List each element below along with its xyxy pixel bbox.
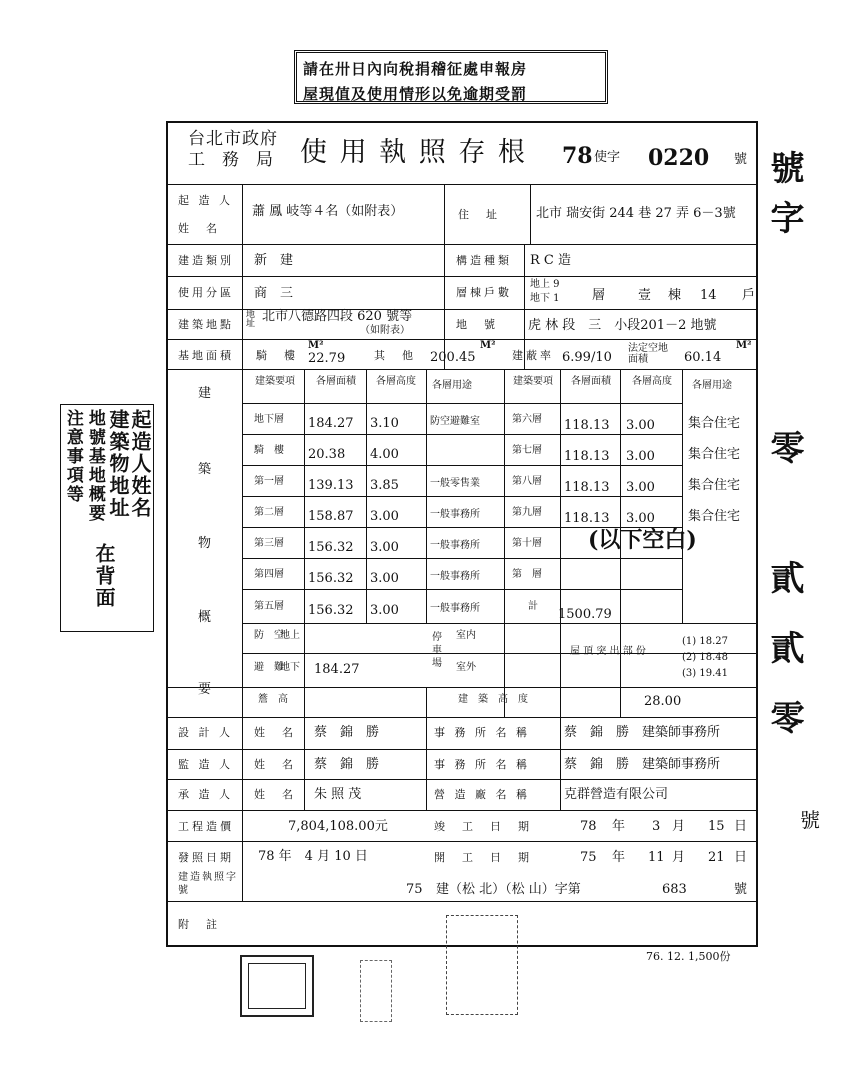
annex-value: 22.79 bbox=[308, 351, 346, 366]
building-height-value: 28.00 bbox=[644, 694, 682, 709]
floor-area: 156.32 bbox=[308, 571, 354, 586]
contractor-name-label: 姓 名 bbox=[254, 788, 296, 801]
row-divider bbox=[168, 184, 756, 185]
day-word: 日 bbox=[734, 819, 748, 834]
unit-count: 14 bbox=[700, 288, 717, 303]
year-word: 年 bbox=[612, 850, 626, 865]
summary-label-4: 概 bbox=[198, 610, 212, 625]
floor-name: 地下層 bbox=[254, 414, 284, 425]
floors-word: 層 bbox=[592, 288, 606, 303]
col-divider bbox=[560, 687, 561, 810]
rooftop-value-1: (1) 18.27 bbox=[682, 636, 728, 647]
supervisor-office-label: 事 務 所 名 稱 bbox=[434, 758, 530, 771]
coverage-label: 建蔽率 bbox=[512, 349, 554, 362]
notice-line-1: 請在卅日內向稅捐稽征處申報房 bbox=[303, 60, 528, 78]
floor-name: 第十層 bbox=[512, 538, 542, 549]
row-divider bbox=[242, 558, 682, 559]
tax-notice-box bbox=[294, 50, 608, 104]
blank-note: (以下空白) bbox=[588, 527, 697, 553]
floor-name: 第六層 bbox=[512, 414, 542, 425]
floor-area: 156.32 bbox=[308, 603, 354, 618]
designer-office: 蔡 錦 勝 建築師事務所 bbox=[564, 725, 721, 740]
row-divider bbox=[242, 496, 682, 497]
build-type-label: 建造類別 bbox=[178, 254, 234, 267]
col-header-use-2: 各層用途 bbox=[692, 380, 732, 391]
agency-line-1: 台北市政府 bbox=[188, 129, 278, 149]
floor-use: 一般事務所 bbox=[430, 540, 480, 551]
start-month: 11 bbox=[648, 850, 665, 865]
floor-name: 第四層 bbox=[254, 569, 284, 580]
contractor-label: 承 造 人 bbox=[178, 788, 233, 801]
shelter-label-b: 避 難 bbox=[254, 662, 284, 673]
col-divider bbox=[444, 184, 445, 244]
location-address: 北市八德路四段 620 號等 bbox=[262, 309, 413, 324]
cost-value: 7,804,108.00元 bbox=[288, 819, 388, 834]
use-zone-label: 使用分區 bbox=[178, 286, 234, 299]
floor-name: 計 bbox=[528, 601, 538, 612]
supervisor-name-label: 姓 名 bbox=[254, 758, 296, 771]
floor-height: 3.00 bbox=[370, 509, 399, 524]
floor-area: 118.13 bbox=[564, 449, 610, 464]
page-title: 使 用 執 照 存 根 bbox=[300, 137, 527, 168]
start-day: 21 bbox=[708, 850, 725, 865]
side-note-col-1: 起造人姓名 bbox=[128, 409, 152, 519]
permit-ref-word: 建（松 北）（松 山）字第 bbox=[436, 882, 581, 897]
floor-area: 20.38 bbox=[308, 447, 346, 462]
owner-label-b: 姓 名 bbox=[178, 222, 220, 235]
side-note-col-3: 地號基地概要 bbox=[84, 409, 105, 523]
floor-name: 第九層 bbox=[512, 507, 542, 518]
row-divider bbox=[168, 339, 756, 340]
col-divider bbox=[682, 369, 683, 623]
col-divider bbox=[560, 369, 561, 717]
designer-label: 設 計 人 bbox=[178, 726, 233, 739]
unit-word: 戶 bbox=[742, 288, 756, 303]
rooftop-label: 屋 頂 突 出 部 份 bbox=[570, 646, 646, 657]
lot-label: 地 號 bbox=[456, 318, 498, 331]
structure-value: R C 造 bbox=[530, 253, 571, 268]
col-header-use: 各層用途 bbox=[432, 380, 472, 391]
supervisor-label: 監 造 人 bbox=[178, 758, 233, 771]
site-area-label: 基地面積 bbox=[178, 349, 234, 362]
row-divider bbox=[242, 434, 682, 435]
col-divider bbox=[242, 184, 243, 901]
contractor-firm-label: 營 造 廠 名 稱 bbox=[434, 788, 530, 801]
col-divider bbox=[426, 687, 427, 810]
signature-stamp bbox=[360, 960, 392, 1022]
floor-area: 184.27 bbox=[308, 416, 354, 431]
row-divider bbox=[242, 589, 682, 590]
shelter-label-a: 防 空 bbox=[254, 630, 284, 641]
permit-year: 78 bbox=[562, 143, 593, 169]
location-label: 建築地點 bbox=[178, 318, 234, 331]
designer-office-label: 事 務 所 名 稱 bbox=[434, 726, 530, 739]
m2-unit: M² bbox=[736, 340, 752, 351]
coverage-value: 6.99/10 bbox=[562, 350, 612, 365]
col-divider bbox=[366, 369, 367, 623]
cost-label: 工程造價 bbox=[178, 820, 234, 833]
floors-above: 地上 9 bbox=[530, 279, 560, 290]
right-margin-char-5: 貳 bbox=[764, 630, 804, 664]
shelter-below: 地下 bbox=[280, 662, 300, 673]
floor-area: 118.13 bbox=[564, 418, 610, 433]
permit-suffix: 號 bbox=[734, 152, 748, 167]
right-margin-char-6: 零 bbox=[764, 700, 804, 734]
issue-date-value: 78 年 4 月 10 日 bbox=[258, 849, 368, 864]
start-date-label: 開 工 日 期 bbox=[434, 851, 532, 864]
floor-use: 集合住宅 bbox=[688, 447, 741, 462]
agency-line-2: 工 務 局 bbox=[188, 150, 273, 170]
month-word: 月 bbox=[672, 819, 686, 834]
side-note-col-5: 在背面 bbox=[92, 543, 116, 609]
floor-use: 集合住宅 bbox=[688, 416, 741, 431]
row-divider bbox=[168, 841, 756, 842]
floor-name: 騎 樓 bbox=[254, 445, 284, 456]
side-note-col-4: 注意事項等 bbox=[62, 409, 83, 504]
row-divider bbox=[168, 309, 756, 310]
rooftop-value-3: (3) 19.41 bbox=[682, 668, 728, 679]
designer-name-label: 姓 名 bbox=[254, 726, 296, 739]
official-seal-stamp bbox=[240, 955, 314, 1017]
designer-name: 蔡 錦 勝 bbox=[314, 725, 380, 740]
row-divider bbox=[168, 717, 756, 718]
right-margin-char-3: 零 bbox=[764, 430, 804, 464]
col-header-item-2: 建築要項 bbox=[513, 376, 553, 387]
owner-name: 蕭 鳳 岐等４名（如附表） bbox=[252, 204, 404, 219]
permit-ref-number: 683 bbox=[662, 882, 687, 897]
row-divider bbox=[168, 901, 756, 902]
col-header-height-2: 各層高度 bbox=[632, 376, 672, 387]
floor-name: 第五層 bbox=[254, 601, 284, 612]
side-note-col-2: 建築物地址 bbox=[106, 409, 130, 519]
completion-month: 3 bbox=[652, 819, 661, 834]
signature-stamp bbox=[446, 915, 518, 1015]
row-divider bbox=[168, 244, 756, 245]
row-divider bbox=[242, 403, 682, 404]
other-label: 其 他 bbox=[374, 349, 416, 362]
location-note: （如附表） bbox=[360, 325, 410, 336]
shelter-below-value: 184.27 bbox=[314, 662, 360, 677]
permit-word: 使字 bbox=[594, 150, 621, 165]
floor-height: 3.85 bbox=[370, 478, 399, 493]
floor-name: 第一層 bbox=[254, 476, 284, 487]
floor-height: 3.00 bbox=[626, 511, 655, 526]
building-height-label: 建 築 高 度 bbox=[458, 694, 528, 705]
permit-ref-label: 建造執照字號 bbox=[178, 872, 238, 896]
permit-ref-year: 75 bbox=[406, 882, 423, 897]
floor-height: 3.00 bbox=[626, 418, 655, 433]
right-margin-char-2: 字 bbox=[764, 200, 804, 234]
completion-year: 78 bbox=[580, 819, 597, 834]
row-divider bbox=[242, 465, 682, 466]
total-area: 1500.79 bbox=[558, 607, 612, 622]
notice-line-2: 屋現值及使用情形以免逾期受罰 bbox=[303, 85, 528, 103]
annex-label: 騎 樓 bbox=[256, 349, 298, 362]
floor-height: 3.00 bbox=[370, 540, 399, 555]
floor-height: 3.10 bbox=[370, 416, 399, 431]
row-divider bbox=[168, 276, 756, 277]
row-divider bbox=[168, 687, 756, 688]
floor-height: 3.00 bbox=[370, 603, 399, 618]
floor-height: 3.00 bbox=[626, 480, 655, 495]
parking-outdoor: 室外 bbox=[456, 662, 476, 673]
parking-label: 停車場 bbox=[432, 632, 442, 669]
summary-label-1: 建 bbox=[198, 386, 212, 401]
m2-unit: M² bbox=[308, 340, 324, 351]
floor-height: 3.00 bbox=[370, 571, 399, 586]
floor-area: 118.13 bbox=[564, 480, 610, 495]
floor-use: 防空避難室 bbox=[430, 416, 480, 427]
contractor-name: 朱 照 茂 bbox=[314, 787, 362, 802]
eave-label: 簷 高 bbox=[258, 694, 288, 705]
right-margin-char-4: 貳 bbox=[764, 560, 804, 594]
permit-number: 0220 bbox=[648, 145, 710, 171]
build-type-value: 新 建 bbox=[254, 253, 294, 268]
row-divider bbox=[168, 779, 756, 780]
completion-label: 竣 工 日 期 bbox=[434, 820, 532, 833]
completion-day: 15 bbox=[708, 819, 725, 834]
supervisor-office: 蔡 錦 勝 建築師事務所 bbox=[564, 757, 721, 772]
floors-label: 層棟戶數 bbox=[456, 286, 512, 299]
supervisor-name: 蔡 錦 勝 bbox=[314, 757, 380, 772]
row-divider bbox=[168, 749, 756, 750]
col-header-area: 各層面積 bbox=[316, 376, 356, 387]
summary-label-5: 要 bbox=[198, 682, 212, 697]
floor-area: 139.13 bbox=[308, 478, 354, 493]
row-divider bbox=[242, 653, 756, 654]
permit-ref-suffix: 號 bbox=[734, 882, 748, 897]
legal-open-value: 60.14 bbox=[684, 350, 722, 365]
floor-use: 集合住宅 bbox=[688, 478, 741, 493]
floor-use: 一般零售業 bbox=[430, 478, 480, 489]
side-note-box bbox=[60, 404, 154, 632]
floor-height: 3.00 bbox=[626, 449, 655, 464]
other-value: 200.45 bbox=[430, 350, 476, 365]
legal-open-label: 法定空地面積 bbox=[628, 343, 668, 365]
floor-name: 第七層 bbox=[512, 445, 542, 456]
col-divider bbox=[530, 184, 531, 244]
col-divider bbox=[504, 369, 505, 717]
m2-unit: M² bbox=[480, 340, 496, 351]
right-margin-char-7: 號 bbox=[800, 808, 820, 832]
parking-indoor: 室内 bbox=[456, 630, 476, 641]
col-header-height: 各層高度 bbox=[376, 376, 416, 387]
shelter-above: 地上 bbox=[280, 630, 300, 641]
floor-use: 一般事務所 bbox=[430, 571, 480, 582]
day-word: 日 bbox=[734, 850, 748, 865]
permit-stub-form bbox=[166, 121, 758, 947]
use-zone-value: 商 三 bbox=[254, 286, 294, 301]
issue-date-label: 發照日期 bbox=[178, 851, 234, 864]
start-year: 75 bbox=[580, 850, 597, 865]
floor-area: 118.13 bbox=[564, 511, 610, 526]
col-divider bbox=[304, 369, 305, 719]
lot-value: 虎 林 段 三 小段201－2 地號 bbox=[528, 318, 717, 333]
building-word: 棟 bbox=[668, 288, 682, 303]
floor-name: 第八層 bbox=[512, 476, 542, 487]
col-divider bbox=[304, 687, 305, 811]
col-header-area-2: 各層面積 bbox=[571, 376, 611, 387]
floor-use: 一般事務所 bbox=[430, 509, 480, 520]
floor-area: 156.32 bbox=[308, 540, 354, 555]
rooftop-value-2: (2) 18.48 bbox=[682, 652, 728, 663]
building-count: 壹 bbox=[638, 288, 652, 303]
row-divider bbox=[168, 369, 756, 370]
month-word: 月 bbox=[672, 850, 686, 865]
floor-name: 第三層 bbox=[254, 538, 284, 549]
footer-print-info: 76. 12. 1,500份 bbox=[646, 950, 731, 963]
floor-area: 158.87 bbox=[308, 509, 354, 524]
remark-label: 附 註 bbox=[178, 918, 220, 931]
owner-label-a: 起 造 人 bbox=[178, 194, 233, 207]
row-divider bbox=[242, 623, 756, 624]
floor-name: 第 層 bbox=[512, 569, 542, 580]
address-tag: 地址 bbox=[246, 310, 256, 329]
summary-label-3: 物 bbox=[198, 536, 212, 551]
contractor-firm: 克群營造有限公司 bbox=[564, 787, 669, 802]
col-divider bbox=[426, 369, 427, 623]
structure-label: 構造種類 bbox=[456, 254, 512, 267]
floors-below: 地下 1 bbox=[530, 293, 560, 304]
floor-height: 4.00 bbox=[370, 447, 399, 462]
address-label: 住 址 bbox=[458, 208, 500, 221]
floor-use: 一般事務所 bbox=[430, 603, 480, 614]
summary-label-2: 築 bbox=[198, 462, 212, 477]
col-header-item: 建築要項 bbox=[255, 376, 295, 387]
floor-use: 集合住宅 bbox=[688, 509, 741, 524]
year-word: 年 bbox=[612, 819, 626, 834]
row-divider bbox=[168, 810, 756, 811]
right-margin-char-1: 號 bbox=[764, 150, 804, 184]
owner-address: 北市 瑞安街 244 巷 27 弄 6－3號 bbox=[536, 206, 736, 221]
floor-name: 第二層 bbox=[254, 507, 284, 518]
